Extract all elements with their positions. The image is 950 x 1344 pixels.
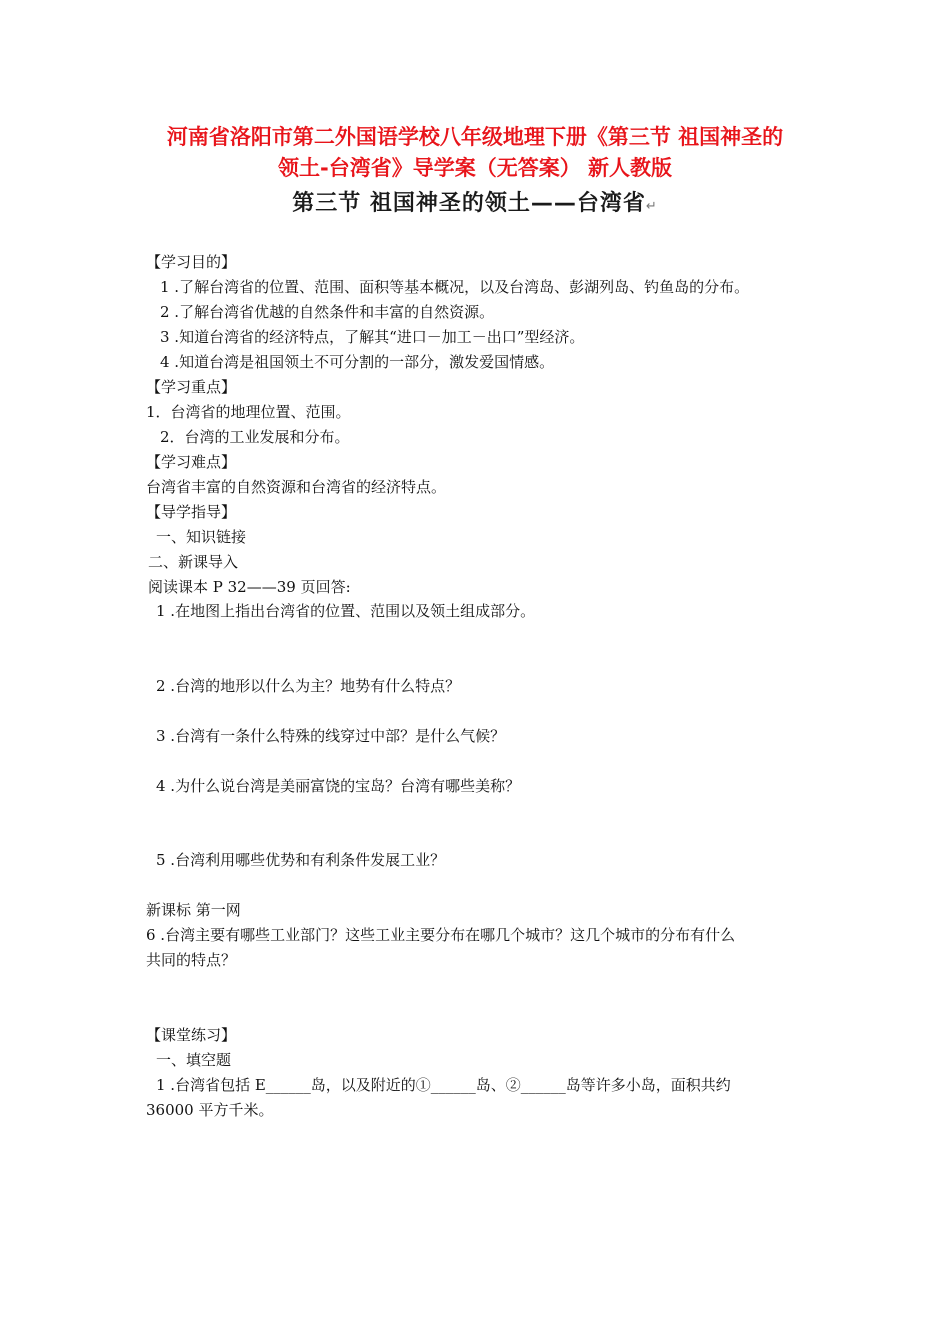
guidance-note: 新课标 第一网 <box>146 901 241 919</box>
guidance-part-1: 一、知识链接 <box>156 528 247 546</box>
guidance-question-6-line-2: 共同的特点？ <box>146 951 237 969</box>
key-point-item-2: 2．台湾的工业发展和分布。 <box>160 428 350 446</box>
objective-item-2: 2 .了解台湾省优越的自然条件和丰富的自然资源。 <box>160 303 495 321</box>
key-point-item-1: 1．台湾省的地理位置、范围。 <box>146 403 351 421</box>
practice-heading: 【课堂练习】 <box>146 1026 237 1044</box>
guidance-question-1: 1 .在地图上指出台湾省的位置、范围以及领土组成部分。 <box>156 602 536 620</box>
objective-item-4: 4 .知道台湾是祖国领土不可分割的一部分，激发爱国情感。 <box>160 353 555 371</box>
guidance-question-5: 5 .台湾利用哪些优势和有利条件发展工业？ <box>156 851 446 869</box>
practice-question-1-line-1: 1 .台湾省包括 E______岛，以及附近的①______岛、②______岛等许多小岛，面积共约 <box>156 1076 731 1094</box>
guidance-question-3: 3 .台湾有一条什么特殊的线穿过中部？是什么气候？ <box>156 727 506 745</box>
practice-part-1: 一、填空题 <box>156 1051 232 1069</box>
difficulties-heading: 【学习难点】 <box>146 453 237 471</box>
return-mark-icon: ↵ <box>645 199 658 214</box>
section-heading <box>230 186 720 217</box>
guidance-reading: 阅读课本 P 32——39 页回答: <box>148 578 351 596</box>
guidance-heading: 【导学指导】 <box>146 503 237 521</box>
guidance-question-2: 2 .台湾的地形以什么为主？地势有什么特点？ <box>156 677 461 695</box>
section-heading-text: 第三节 祖国神圣的领土——台湾省 <box>292 191 646 216</box>
practice-question-1-line-2: 36000 平方千米。 <box>146 1101 274 1119</box>
objectives-heading: 【学习目的】 <box>146 253 237 271</box>
objective-item-1: 1 .了解台湾省的位置、范围、面积等基本概况，以及台湾岛、彭湖列岛、钓鱼岛的分布。 <box>160 278 750 296</box>
guidance-part-2: 二、新课导入 <box>148 553 239 571</box>
guidance-question-6-line-1: 6 .台湾主要有哪些工业部门？这些工业主要分布在哪几个城市？这几个城市的分布有什么 <box>146 926 736 944</box>
title-line-2: 领土-台湾省》导学案（无答案） 新人教版 <box>277 156 673 180</box>
guidance-question-4: 4 .为什么说台湾是美丽富饶的宝岛？台湾有哪些美称？ <box>156 777 521 795</box>
difficulties-text: 台湾省丰富的自然资源和台湾省的经济特点。 <box>146 478 447 496</box>
document-title <box>100 122 850 184</box>
objective-item-3: 3 .知道台湾省的经济特点，了解其“进口－加工－出口”型经济。 <box>160 328 585 346</box>
key-points-heading: 【学习重点】 <box>146 378 237 396</box>
title-line-1: 河南省洛阳市第二外国语学校八年级地理下册《第三节 祖国神圣的 <box>166 125 784 149</box>
